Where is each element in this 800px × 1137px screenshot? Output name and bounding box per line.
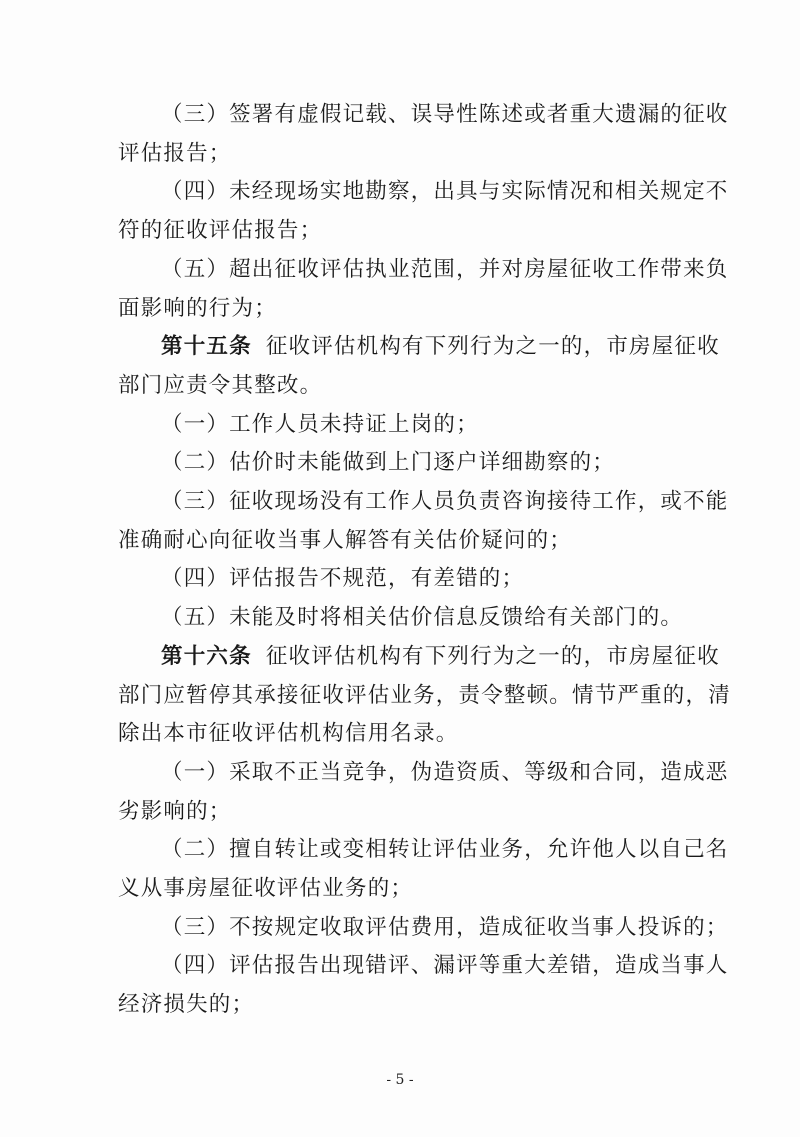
line-text: 征收评估机构有下列行为之一的，市房屋征收 — [265, 643, 720, 669]
list-item-paragraph — [118, 96, 729, 173]
line-text: （二）擅自转让或变相转让评估业务，允许他人以自己名 — [161, 837, 729, 863]
text-line — [118, 251, 729, 290]
text-line — [118, 444, 718, 483]
list-item-paragraph — [118, 560, 718, 599]
line-text: 征收评估机构有下列行为之一的，市房屋征收 — [265, 334, 720, 360]
line-text: （五）超出征收评估执业范围，并对房屋征收工作带来负 — [161, 256, 729, 282]
list-item-paragraph — [118, 599, 718, 638]
article-heading: 第十五条 — [161, 334, 252, 360]
text-line — [75, 986, 718, 1025]
text-line — [75, 290, 718, 329]
line-text: （三）征收现场没有工作人员负责咨询接待工作，或不能 — [161, 489, 729, 515]
text-line — [118, 406, 718, 445]
text-line — [75, 135, 718, 174]
text-line — [118, 483, 729, 522]
line-text: （一）工作人员未持证上岗的； — [161, 411, 479, 437]
line-text: （二）估价时未能做到上门逐户详细勘察的； — [161, 450, 616, 476]
line-text: （一）采取不正当竞争，伪造资质、等级和合同，造成恶 — [161, 759, 729, 785]
line-text: （三）不按规定收取评估费用，造成征收当事人投诉的； — [161, 914, 729, 940]
list-item-paragraph — [118, 444, 718, 483]
text-line — [118, 560, 718, 599]
line-text: （五）未能及时将相关估价信息反馈给有关部门的。 — [161, 605, 684, 631]
text-line — [118, 599, 718, 638]
line-text: 劣影响的； — [118, 798, 232, 824]
text-line — [75, 677, 731, 716]
text-line — [118, 638, 718, 677]
line-text: （四）未经现场实地勘察，出具与实际情况和相关规定不 — [161, 179, 729, 205]
list-item-paragraph — [118, 251, 729, 328]
list-item-paragraph — [118, 831, 729, 908]
line-text: 面影响的行为； — [118, 295, 277, 321]
document-body — [118, 96, 731, 1025]
text-line — [75, 715, 718, 754]
line-text: 义从事房屋征收评估业务的； — [118, 876, 414, 902]
list-item-paragraph — [118, 406, 718, 445]
line-text: 经济损失的； — [118, 992, 255, 1018]
article-paragraph — [118, 328, 718, 405]
line-text: （四）评估报告不规范，有差错的； — [161, 566, 525, 592]
text-line — [118, 909, 729, 948]
text-line — [118, 96, 729, 135]
line-text: （三）签署有虚假记载、误导性陈述或者重大遗漏的征收 — [161, 102, 729, 127]
text-line — [118, 173, 729, 212]
text-line — [75, 367, 718, 406]
text-line — [118, 947, 729, 986]
article-heading: 第十六条 — [161, 643, 252, 669]
text-line — [118, 754, 729, 793]
text-line — [75, 793, 718, 832]
line-text: 符的征收评估报告； — [118, 218, 323, 244]
list-item-paragraph — [118, 173, 729, 250]
line-text: 除出本市征收评估机构信用名录。 — [118, 721, 459, 747]
text-line — [118, 328, 718, 367]
text-line — [75, 212, 718, 251]
list-item-paragraph — [118, 483, 729, 560]
text-line — [118, 831, 729, 870]
page-number: - 5 - — [386, 1072, 414, 1088]
list-item-paragraph — [118, 947, 729, 1024]
line-text: 部门应暂停其承接征收评估业务，责令整顿。情节严重的，清 — [118, 682, 731, 708]
article-paragraph — [118, 638, 731, 754]
line-text: 准确耐心向征收当事人解答有关估价疑问的； — [118, 527, 573, 553]
list-item-paragraph — [118, 754, 729, 831]
line-text: （四）评估报告出现错评、漏评等重大差错，造成当事人 — [161, 953, 729, 979]
line-text: 部门应责令其整改。 — [118, 372, 323, 398]
line-text: 评估报告； — [118, 140, 232, 166]
text-line — [75, 870, 718, 909]
text-line — [75, 522, 718, 561]
list-item-paragraph — [118, 909, 729, 948]
